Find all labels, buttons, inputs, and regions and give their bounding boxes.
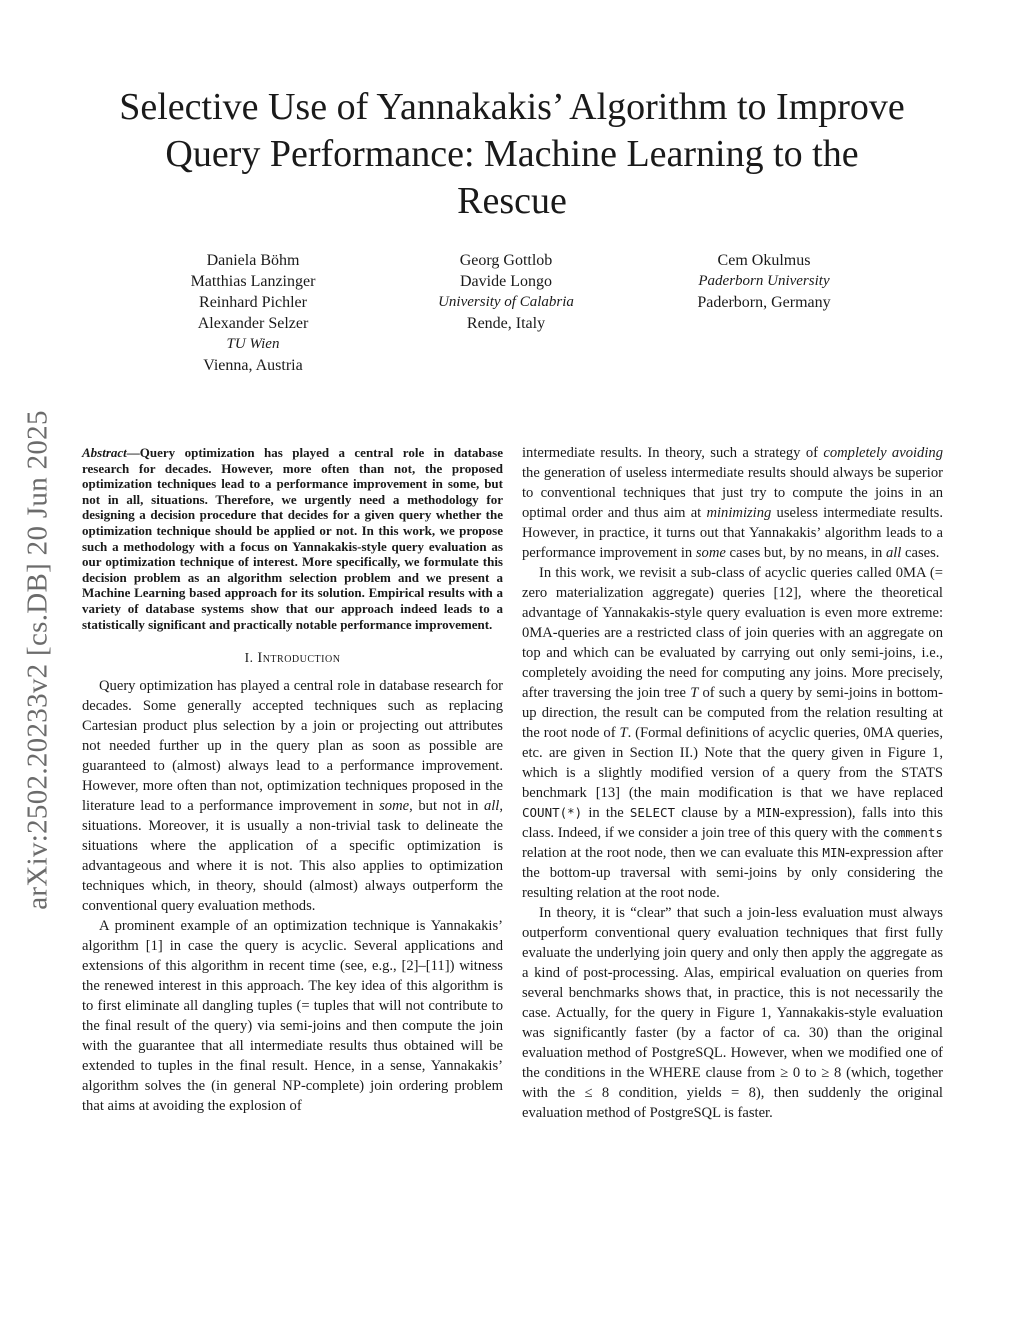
text-run: cases. bbox=[901, 545, 940, 561]
text-run: intermediate results. In theory, such a strategy of bbox=[522, 445, 824, 461]
arxiv-identifier: arXiv:2502.20233v2 [cs.DB] 20 Jun 2025 bbox=[21, 410, 54, 910]
author-name: Matthias Lanzinger bbox=[190, 273, 316, 290]
author-group-tu-wien bbox=[163, 250, 343, 376]
section-heading-introduction bbox=[82, 648, 503, 668]
text-run: In this work, we revisit a sub-class of acyclic queries called 0MA (= zero materialization aggregate) queries [12], where the theoretical advantage of Yannakakis-style query evaluation is even more extreme: 0MA-queries are a restricted class of join queries with an aggregate on top and which can be evaluated by carrying out only semi-joins, i.e., completely avoiding the need for computing any joins. More precisely, after traversing the join tree bbox=[522, 565, 943, 701]
paper-title bbox=[60, 84, 964, 225]
emphasis: some bbox=[695, 545, 726, 561]
paragraph bbox=[82, 676, 503, 916]
math-variable: T bbox=[619, 725, 628, 741]
title-line: Query Performance: Machine Learning to the bbox=[165, 133, 859, 175]
paragraph bbox=[522, 563, 943, 903]
inline-code: MIN bbox=[822, 845, 845, 860]
paragraph: A prominent example of an optimization technique is Yannakakis’ algorithm [1] in case the query is acyclic. Several applications and extensions of this algorithm in recent time (see, e.g., [2]–[11]) witness the renewed interest in this approach. The key idea of this algorithm is to first eliminate all dangling tuples (= tuples that will not contribute to the final result of the query) via semi-joins and then compute the join with the guarantee that all intermediate results thus obtained will be extended to tuples in the final result. Hence, in a sense, Yannakakis’ algorithm solves the (in general NP-complete) join ordering problem that aims at avoiding the explosion of bbox=[82, 918, 503, 1115]
emphasis: all bbox=[483, 798, 500, 815]
text-run: clause by a bbox=[675, 805, 758, 821]
text-run: Query optimization has played a central role in database research for decades. Some generally accepted techniques such as replacing Cartesian product plus selection by a join or projecting out attributes not needed further up in the query plan as soon as possible are guaranteed to (almost) always lead to a performance improvement. However, more often than not, optimization techniques proposed in the literature lead to a performance improvement in bbox=[82, 678, 503, 815]
emphasis: all bbox=[885, 545, 902, 561]
affiliation: TU Wien bbox=[226, 336, 280, 352]
inline-code: COUNT(*) bbox=[522, 805, 583, 820]
affiliation: University of Calabria bbox=[438, 294, 574, 310]
paragraph bbox=[522, 443, 943, 563]
text-run: -expression after the bottom-up traversal with semi-joins by only considering the resulting relation at the root node. bbox=[522, 845, 943, 901]
abstract-dash: — bbox=[126, 445, 140, 460]
location: Rende, Italy bbox=[466, 315, 546, 332]
text-run: , but not in bbox=[409, 798, 484, 815]
abstract bbox=[82, 445, 503, 632]
paragraph: In theory, it is “clear” that such a join-less evaluation must always outperform conventional query evaluation techniques that first fully evaluate the underlying join query and only then apply the aggregate as a kind of post-processing. Alas, empirical evaluation on queries from several benchmarks shows that, in practice, this is not necessarily the case. Actually, for the query in Figure 1, Yannakakis-style evaluation was significantly faster (by a factor of ca. 30) than the original evaluation method of PostgreSQL. However, when we modified one of the conditions in the WHERE clause from ≥ 0 to ≥ 8 (which, together with the ≤ 8 condition, yields = 8), then suddenly the original evaluation method of PostgreSQL is faster. bbox=[522, 905, 943, 1121]
inline-code: MIN bbox=[757, 805, 780, 820]
author-name: Alexander Selzer bbox=[197, 315, 309, 332]
text-run: of such a query by semi-joins in bottom-up direction, the result can be computed from the relation resulting at the root node of bbox=[522, 685, 943, 741]
section-title-initial: I bbox=[257, 650, 263, 667]
text-run: useless intermediate results. However, in practice, it turns out that Yannakakis’ algorithm leads to a performance improvement in bbox=[522, 505, 943, 561]
emphasis: minimizing bbox=[706, 505, 772, 521]
text-run: -expression), falls into this class. Indeed, if we consider a join tree of this query with the bbox=[522, 805, 943, 841]
author-name: Cem Okulmus bbox=[717, 252, 811, 269]
section-title-rest: ntroduction bbox=[262, 650, 341, 667]
text-run: , situations. Moreover, it is usually a non-trivial task to delineate the situations where the application of a specific optimization is advantageous and where it is not. This also applies to optimization techniques which, in theory, should (almost) always outperform the conventional query evaluation methods. bbox=[82, 798, 503, 915]
emphasis: some bbox=[379, 798, 410, 815]
abstract-label: Abstract bbox=[82, 445, 127, 460]
left-column bbox=[82, 445, 503, 1116]
text-run: relation at the root node, then we can evaluate this bbox=[522, 845, 823, 861]
author-name: Davide Longo bbox=[460, 273, 552, 290]
location: Vienna, Austria bbox=[203, 357, 303, 374]
section-number: I. bbox=[244, 650, 254, 666]
author-name: Reinhard Pichler bbox=[199, 294, 307, 311]
title-line: Selective Use of Yannakakis’ Algorithm to Improve bbox=[119, 86, 905, 128]
author-group-calabria bbox=[413, 250, 599, 334]
author-name: Daniela Böhm bbox=[206, 252, 300, 269]
emphasis: completely avoiding bbox=[823, 445, 943, 461]
math-variable: T bbox=[690, 685, 699, 701]
location: Paderborn, Germany bbox=[697, 294, 831, 311]
author-group-paderborn bbox=[671, 250, 857, 313]
affiliation: Paderborn University bbox=[698, 273, 830, 289]
inline-code: comments bbox=[882, 825, 943, 840]
text-run: the generation of useless intermediate results should always be superior to conventional techniques that just try to compute the joins in an optimal order and thus aim at bbox=[522, 465, 943, 521]
abstract-text: Query optimization has played a central role in database research for decades. However, more often than not, the proposed optimization techniques lead to a performance improvement in some, but not in all, situations. Therefore, we urgently need a methodology for designing a decision procedure that decides for a given query whether the optimization technique should be applied or not. In this work, we propose such a methodology with a focus on Yannakakis-style query evaluation as our optimization technique of interest. More specifically, we formulate this decision problem as an algorithm selection problem and we present a Machine Learning based approach for its solution. Empirical results with a variety of database systems show that our approach indeed leads to a statistically significant and practically notable performance improvement. bbox=[82, 445, 503, 632]
author-name: Georg Gottlob bbox=[459, 252, 553, 269]
text-run: cases but, by no means, in bbox=[725, 545, 886, 561]
right-column bbox=[522, 443, 943, 1123]
title-line: Rescue bbox=[457, 180, 567, 222]
text-run: in the bbox=[582, 805, 630, 821]
inline-code: SELECT bbox=[629, 805, 676, 820]
text-run: . (Formal definitions of acyclic queries, 0MA queries, etc. are given in Section II.) Note that the query given in Figure 1, which is a slightly modified version of a query from the STATS benchmark [13] (the main modification is that we have replaced bbox=[522, 725, 943, 801]
